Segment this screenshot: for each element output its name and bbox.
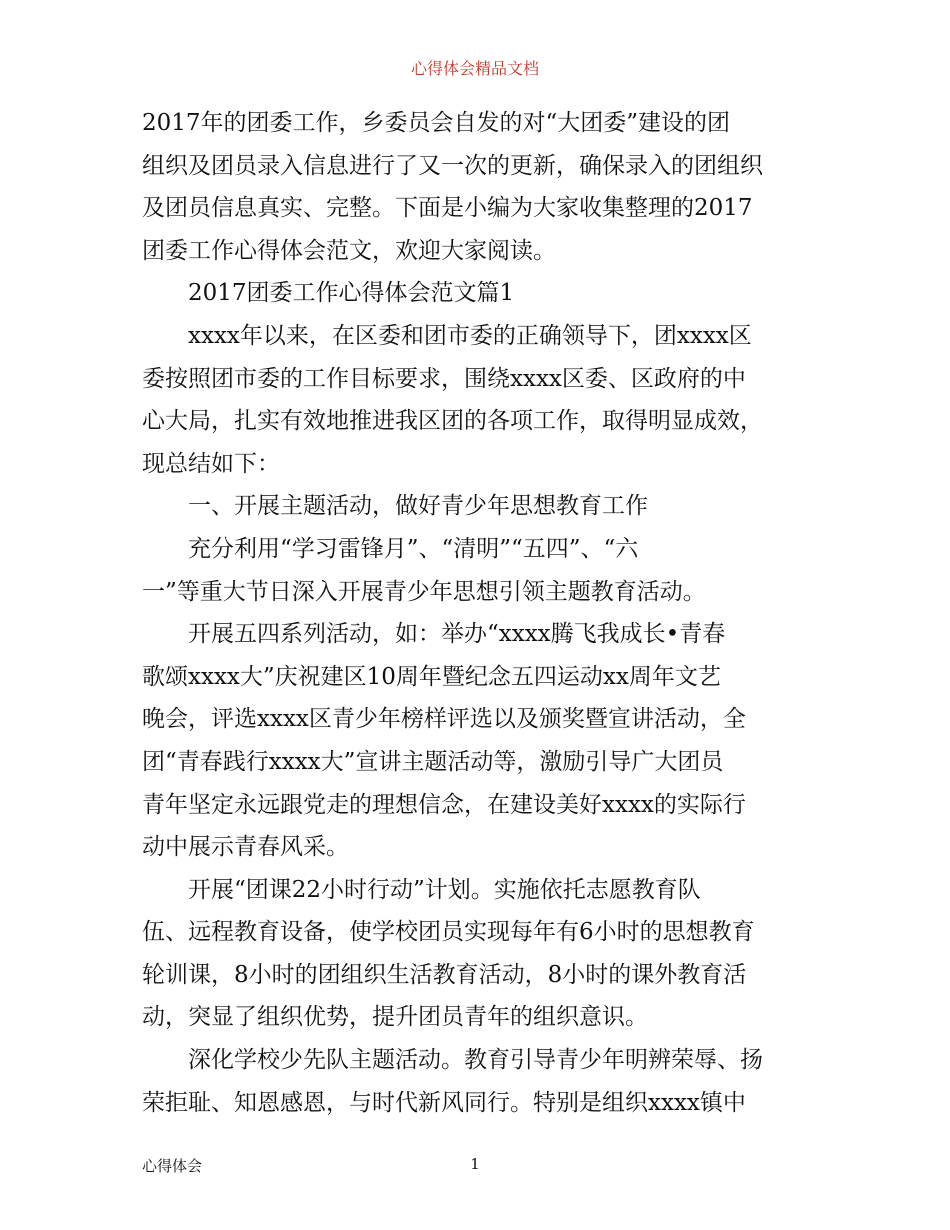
text-line: 组织及团员录入信息进行了又一次的更新，确保录入的团组织 xyxy=(142,152,763,179)
text-line: 伍、远程教育设备，使学校团员实现每年有6小时的思想教育 xyxy=(142,919,755,946)
text-line: 及团员信息真实、完整。下面是小编为大家收集整理的2017 xyxy=(142,195,753,222)
section-heading: 2017团委工作心得体会范文篇1 xyxy=(188,280,515,307)
section-heading: 一、开展主题活动，做好青少年思想教育工作 xyxy=(188,493,648,520)
text-line: 青年坚定永远跟党走的理想信念，在建设美好xxxx的实际行 xyxy=(142,791,746,818)
text-line: 深化学校少先队主题活动。教育引导青少年明辨荣辱、扬 xyxy=(188,1047,763,1074)
text-line: 动中展示青春风采。 xyxy=(142,834,349,861)
text-line: 荣拒耻、知恩感恩，与时代新风同行。特别是组织xxxx镇中 xyxy=(142,1089,746,1116)
text-line: 现总结如下： xyxy=(142,450,280,477)
page-footer-label: 心得体会 xyxy=(142,1157,203,1175)
text-line: 一”等重大节日深入开展青少年思想引领主题教育活动。 xyxy=(142,578,706,605)
text-line: 歌颂xxxx大”庆祝建区10周年暨纪念五四运动xx周年文艺 xyxy=(142,663,721,690)
text-line: 开展“团课22小时行动”计划。实施依托志愿教育队 xyxy=(188,876,701,903)
text-line: xxxx年以来，在区委和团市委的正确领导下，团xxxx区 xyxy=(188,322,752,349)
text-line: 开展五四系列活动，如：举办“xxxx腾飞我成长•青春 xyxy=(188,621,726,648)
text-line: 晚会，评选xxxx区青少年榜样评选以及颁奖暨宣讲活动，全 xyxy=(142,706,746,733)
text-line: 充分利用“学习雷锋月”、“清明”“五四”、“六 xyxy=(188,535,639,562)
page-number: 1 xyxy=(470,1155,480,1173)
text-line: 动，突显了组织优势，提升团员青年的组织意识。 xyxy=(142,1004,648,1031)
body-text xyxy=(142,102,814,1124)
text-line: 团“青春践行xxxx大”宣讲主题活动等，激励引导广大团员 xyxy=(142,748,724,775)
page-header-title: 心得体会精品文档 xyxy=(410,59,539,78)
text-line: 轮训课，8小时的团组织生活教育活动，8小时的课外教育活 xyxy=(142,961,747,988)
text-line: 委按照团市委的工作目标要求，围绕xxxx区委、区政府的中 xyxy=(142,365,746,392)
text-line: 心大局，扎实有效地推进我区团的各项工作，取得明显成效， xyxy=(142,408,763,435)
text-line: 2017年的团委工作，乡委员会自发的对“大团委”建设的团 xyxy=(142,110,731,136)
text-line: 团委工作心得体会范文，欢迎大家阅读。 xyxy=(142,237,556,264)
